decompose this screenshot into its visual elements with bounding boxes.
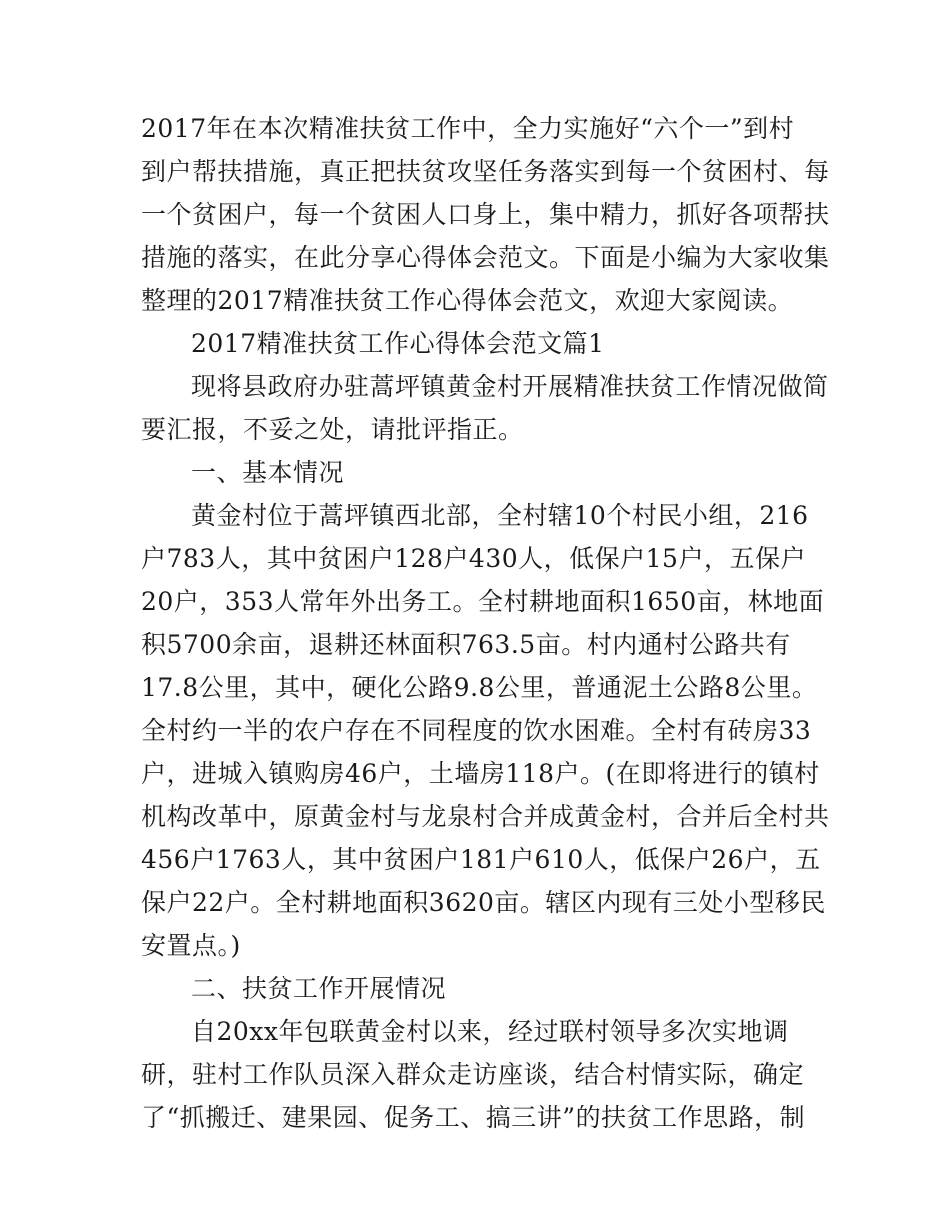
paragraph-line: 户783人，其中贫困户128户430人，低保户15户，五保户	[141, 544, 806, 573]
paragraph-line: 全村约一半的农户存在不同程度的饮水困难。全村有砖房33	[141, 716, 812, 745]
intro-line-2: 到户帮扶措施，真正把扶贫攻坚任务落实到每一个贫困村、每	[141, 157, 830, 186]
paragraph-line: 20户，353人常年外出务工。全村耕地面积1650亩，林地面	[141, 587, 825, 616]
intro-line-5: 整理的2017精准扶贫工作心得体会范文，欢迎大家阅读。	[141, 286, 794, 315]
paragraph-line: 安置点。)	[141, 931, 241, 960]
section-heading-basic: 一、基本情况	[191, 458, 345, 487]
section-heading-work: 二、扶贫工作开展情况	[191, 974, 447, 1003]
paragraph-line: 456户1763人，其中贫困户181户610人，低保户26户，五	[141, 845, 821, 874]
intro-line-1: 2017年在本次精准扶贫工作中，全力实施好“六个一”到村	[141, 114, 795, 143]
paragraph-line: 要汇报，不妥之处，请批评指正。	[141, 415, 524, 444]
paragraph-line: 户，进城入镇购房46户，土墙房118户。(在即将进行的镇村	[141, 759, 820, 788]
paragraph-line: 现将县政府办驻蒿坪镇黄金村开展精准扶贫工作情况做简	[191, 372, 829, 401]
paragraph-line: 研，驻村工作队员深入群众走访座谈，结合村情实际，确定	[141, 1060, 805, 1089]
intro-line-3: 一个贫困户，每一个贫困人口身上，集中精力，抓好各项帮扶	[141, 200, 830, 229]
paragraph-line: 了“抓搬迁、建果园、促务工、搞三讲”的扶贫工作思路，制	[141, 1103, 806, 1132]
paragraph-line: 机构改革中，原黄金村与龙泉村合并成黄金村，合并后全村共	[141, 802, 830, 831]
intro-line-4: 措施的落实，在此分享心得体会范文。下面是小编为大家收集	[141, 243, 830, 272]
paragraph-line: 保户22户。全村耕地面积3620亩。辖区内现有三处小型移民	[141, 888, 826, 917]
paragraph-line: 17.8公里，其中，硬化公路9.8公里，普通泥土公路8公里。	[141, 673, 818, 702]
paragraph-line: 黄金村位于蒿坪镇西北部，全村辖10个村民小组，216	[191, 501, 809, 530]
paragraph-line: 自20xx年包联黄金村以来，经过联村领导多次实地调	[191, 1017, 789, 1046]
article-title: 2017精准扶贫工作心得体会范文篇1	[191, 329, 605, 358]
paragraph-line: 积5700余亩，退耕还林面积763.5亩。村内通村公路共有	[141, 630, 791, 659]
